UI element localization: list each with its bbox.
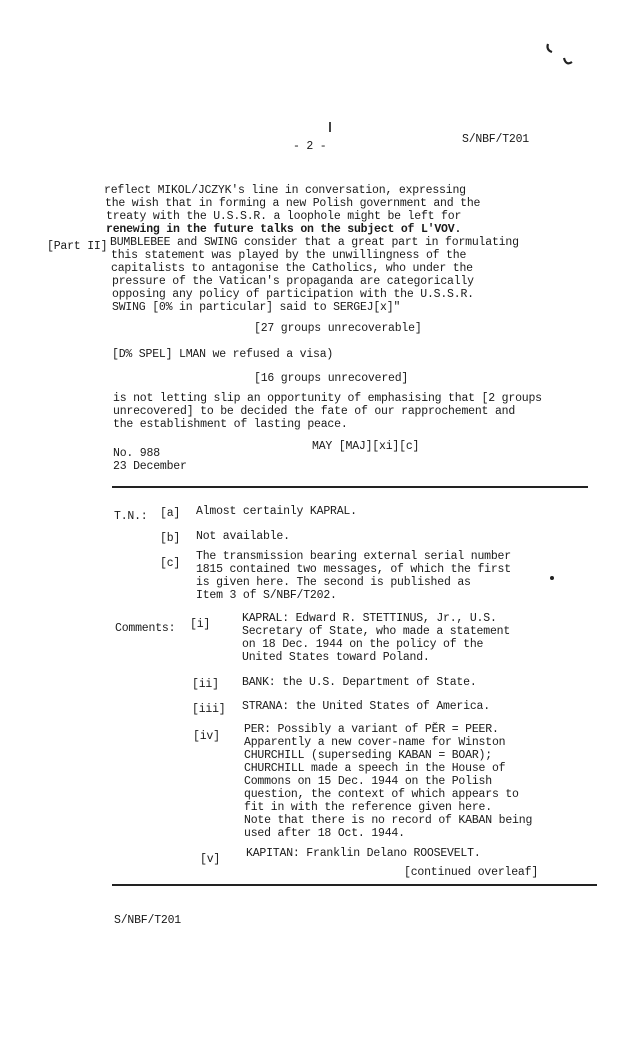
unrecoverable-note: [27 groups unrecoverable] (254, 322, 422, 335)
comment-text: CHURCHILL (superseding KABAN = BOAR); (244, 749, 492, 762)
message-date: 23 December (113, 460, 187, 473)
comment-text: fit in with the reference given here. (244, 801, 492, 814)
text-line: renewing in the future talks on the subject of L'VOV. (106, 223, 462, 236)
tn-text: Almost certainly KAPRAL. (196, 505, 357, 518)
comment-text: KAPITAN: Franklin Delano ROOSEVELT. (246, 847, 481, 860)
text-line: this statement was played by the unwillingness of the (111, 249, 467, 262)
text-line: pressure of the Vatican's propaganda are categorically (112, 275, 474, 288)
text-line: unrecovered] to be decided the fate of our rapprochement and (113, 405, 516, 418)
tn-marker: [b] (160, 532, 181, 545)
divider-top (112, 486, 588, 488)
comment-marker: [iii] (192, 703, 226, 716)
continued-note: [continued overleaf] (404, 866, 539, 879)
comment-text: Secretary of State, who made a statement (242, 625, 511, 638)
tn-marker: [a] (160, 507, 181, 520)
text-line: treaty with the U.S.S.R. a loophole might be left for (106, 210, 462, 223)
comment-text: PER: Possibly a variant of PĔR = PEER. (244, 723, 499, 736)
tn-text: 1815 contained two messages, of which the first (196, 563, 511, 576)
footer-ref: S/NBF/T201 (114, 914, 182, 927)
comment-marker: [iv] (193, 730, 220, 743)
comment-marker: [v] (200, 853, 221, 866)
part-label: [Part II] (47, 240, 108, 253)
comment-text: used after 18 Oct. 1944. (244, 827, 405, 840)
handwritten-check-mark (540, 40, 580, 72)
text-line: capitalists to antagonise the Catholics, who under the (111, 262, 473, 275)
comment-text: question, the context of which appears to (244, 788, 519, 801)
tn-text: Not available. (196, 530, 290, 543)
comment-text: Commons on 15 Dec. 1944 on the Polish (244, 775, 492, 788)
comments-label: Comments: (115, 622, 176, 635)
text-line: opposing any policy of participation with the U.S.S.R. (112, 288, 474, 301)
tn-label: T.N.: (114, 510, 148, 523)
punch-mark (329, 122, 331, 132)
comment-text: Note that there is no record of KABAN being (244, 814, 533, 827)
comment-text: United States toward Poland. (242, 651, 430, 664)
comment-text: on 18 Dec. 1944 on the policy of the (242, 638, 484, 651)
comment-text: CHURCHILL made a speech in the House of (244, 762, 506, 775)
text-line: SWING [0% in particular] said to SERGEJ[x]" (112, 301, 401, 314)
tn-text: The transmission bearing external serial number (196, 550, 511, 563)
comment-text: BANK: the U.S. Department of State. (242, 676, 477, 689)
comment-text: STRANA: the United States of America. (242, 700, 490, 713)
text-line: the wish that in forming a new Polish government and the (105, 197, 481, 210)
header-ref: S/NBF/T201 (462, 133, 530, 146)
visa-line: [D% SPEL] LMAN we refused a visa) (112, 348, 334, 361)
message-number: No. 988 (113, 447, 160, 460)
tn-text: Item 3 of S/NBF/T202. (196, 589, 337, 602)
comment-text: KAPRAL: Edward R. STETTINUS, Jr., U.S. (242, 612, 497, 625)
text-line: BUMBLEBEE and SWING consider that a great part in formulating (110, 236, 519, 249)
tn-marker: [c] (160, 557, 181, 570)
unrecovered-note: [16 groups unrecovered] (254, 372, 409, 385)
tn-text: is given here. The second is published as (196, 576, 471, 589)
text-line: reflect MIKOL/JCZYK's line in conversation, expressing (104, 184, 466, 197)
page-number: - 2 - (293, 140, 327, 153)
comment-marker: [i] (190, 618, 211, 631)
comment-marker: [ii] (192, 678, 219, 691)
bullet-dot (550, 576, 554, 580)
text-line: the establishment of lasting peace. (113, 418, 348, 431)
text-line: is not letting slip an opportunity of emphasising that [2 groups (113, 392, 542, 405)
comment-text: Apparently a new cover-name for Winston (244, 736, 506, 749)
divider-bottom (112, 884, 597, 886)
signature: MAY [MAJ][xi][c] (312, 440, 420, 453)
